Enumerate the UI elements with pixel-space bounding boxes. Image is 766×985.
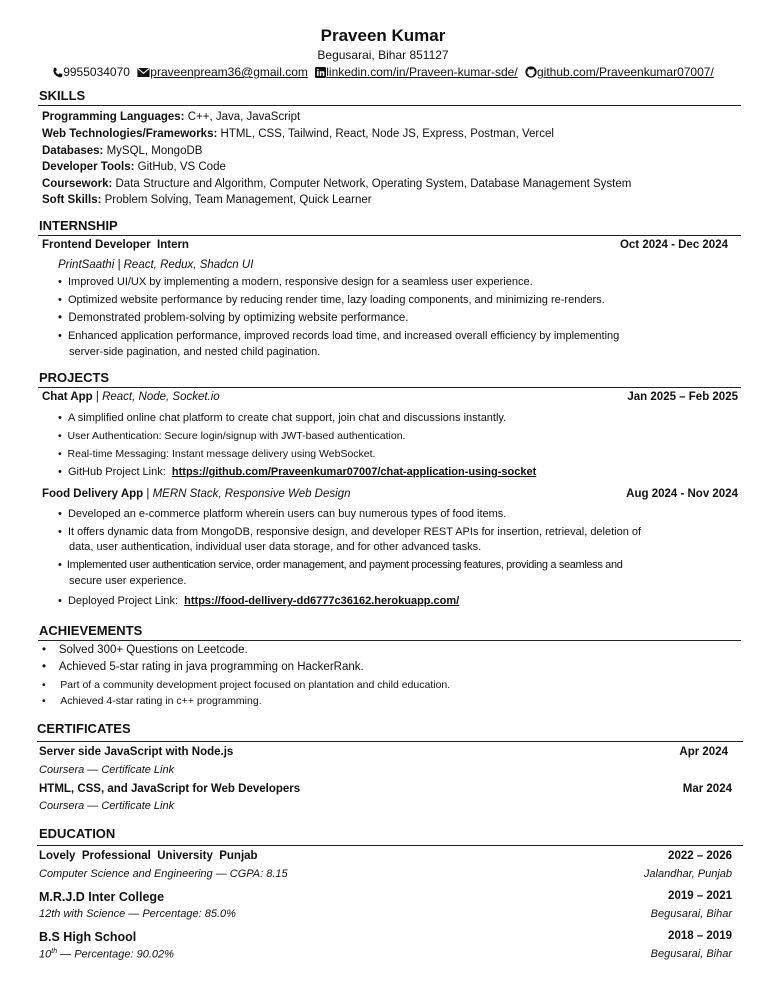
school-detail: Computer Science and Engineering — CGPA: 8.15 bbox=[39, 868, 288, 880]
list-item: • Optimized website performance by reducing render time, lazy loading components, and minimizing re-renders. bbox=[58, 294, 605, 306]
list-item: • Improved UI/UX by implementing a modern, responsive design for a seamless user experience. bbox=[58, 276, 533, 288]
email-contact[interactable] bbox=[137, 65, 311, 79]
phone-contact[interactable] bbox=[52, 65, 133, 79]
list-item: • It offers dynamic data from MongoDB, responsive design, and developer REST APIs for insertion, retrieval, deletion of bbox=[58, 526, 642, 538]
internship-company: PrintSaathi | React, Redux, Shadcn UI bbox=[58, 259, 254, 271]
school-name: B.S High School bbox=[39, 930, 137, 944]
internship-rule bbox=[38, 235, 741, 236]
certificates-heading: CERTIFICATES bbox=[37, 721, 131, 736]
list-item: • Enhanced application performance, improved records load time, and increased overall efficiency by implementing bbox=[58, 330, 620, 342]
certificate-source[interactable]: Coursera — Certificate Link bbox=[39, 764, 175, 776]
internship-role: Frontend Developer Intern bbox=[42, 239, 189, 251]
school-name: M.R.J.D Inter College bbox=[39, 890, 165, 904]
linkedin-link[interactable]: linkedin.com/in/Praveen-kumar-sde/ bbox=[326, 65, 518, 79]
internship-heading: INTERNSHIP bbox=[39, 218, 118, 233]
address: Begusarai, Bihar 851127 bbox=[317, 48, 449, 62]
skill-row: Web Technologies/Frameworks: HTML, CSS, Tailwind, React, Node JS, Express, Postman, Vercel bbox=[42, 128, 554, 140]
list-item: • Part of a community development project focused on plantation and child education. bbox=[42, 679, 451, 691]
list-item: • GitHub Project Link: https://github.com/Praveenkumar07007/chat-application-using-socket bbox=[58, 466, 537, 478]
github-link[interactable]: github.com/Praveenkumar07007/ bbox=[537, 65, 714, 79]
school-detail: 10th — Percentage: 90.02% bbox=[39, 948, 174, 961]
chat-app-dates: Jan 2025 – Feb 2025 bbox=[627, 391, 738, 403]
email-link[interactable]: praveenpream36@gmail.com bbox=[150, 65, 308, 79]
achievements-rule bbox=[38, 640, 741, 641]
list-item-continued: secure user experience. bbox=[69, 575, 187, 587]
deployed-project-link[interactable]: https://food-dellivery-dd6777c36162.herokuapp.com/ bbox=[184, 595, 460, 607]
linkedin-icon bbox=[315, 67, 326, 78]
certificate-date: Mar 2024 bbox=[682, 783, 732, 795]
github-contact[interactable] bbox=[525, 65, 714, 79]
skill-row: Coursework: Data Structure and Algorithm, Computer Network, Operating System, Database Management System bbox=[42, 178, 632, 190]
skills-rule bbox=[38, 105, 741, 106]
envelope-icon bbox=[137, 67, 150, 78]
list-item-continued: data, user authentication, individual user data storage, and for other advanced tasks. bbox=[69, 541, 482, 553]
school-years: 2018 – 2019 bbox=[668, 930, 732, 942]
food-app-title: Food Delivery App | MERN Stack, Responsive Web Design bbox=[42, 488, 351, 500]
school-name: Lovely Professional University Punjab bbox=[39, 850, 258, 862]
skill-row: Programming Languages: C++, Java, JavaScript bbox=[42, 111, 301, 123]
list-item: • Developed an e-commerce platform wherein users can buy numerous types of food items. bbox=[58, 508, 507, 520]
school-years: 2022 – 2026 bbox=[668, 850, 732, 862]
education-heading: EDUCATION bbox=[39, 826, 116, 841]
skill-row: Developer Tools: GitHub, VS Code bbox=[42, 161, 226, 173]
school-place: Begusarai, Bihar bbox=[650, 908, 732, 920]
github-project-link[interactable]: https://github.com/Praveenkumar07007/chat-application-using-socket bbox=[171, 466, 537, 478]
skill-row: Databases: MySQL, MongoDB bbox=[42, 145, 203, 157]
list-item: • Deployed Project Link: https://food-dellivery-dd6777c36162.herokuapp.com/ bbox=[58, 595, 460, 607]
list-item: • Real-time Messaging: Instant message delivery using WebSocket. bbox=[58, 448, 376, 460]
list-item: • Implemented user authentication service, order management, and payment processing features, providing a seamless and bbox=[58, 559, 623, 571]
list-item: • Demonstrated problem-solving by optimizing website performance. bbox=[58, 312, 409, 324]
school-detail: 12th with Science — Percentage: 85.0% bbox=[39, 908, 236, 920]
list-item: • A simplified online chat platform to create chat support, join chat and discussions instantly. bbox=[58, 412, 507, 424]
school-place: Begusarai, Bihar bbox=[650, 948, 732, 960]
achievements-heading: ACHIEVEMENTS bbox=[39, 623, 143, 638]
list-item: • Achieved 5-star rating in java programming on HackerRank. bbox=[42, 661, 364, 673]
certificate-source[interactable]: Coursera — Certificate Link bbox=[39, 800, 175, 812]
skill-row: Soft Skills: Problem Solving, Team Management, Quick Learner bbox=[42, 194, 372, 206]
contact-line bbox=[0, 65, 766, 79]
phone-icon bbox=[52, 67, 63, 78]
list-item: • Achieved 4-star rating in c++ programming. bbox=[42, 695, 262, 707]
linkedin-contact[interactable] bbox=[315, 65, 521, 79]
food-app-dates: Aug 2024 - Nov 2024 bbox=[626, 488, 738, 500]
list-item-continued: server-side pagination, and nested child pagination. bbox=[69, 346, 321, 358]
github-icon bbox=[525, 66, 537, 78]
list-item: • User Authentication: Secure login/signup with JWT-based authentication. bbox=[58, 430, 406, 442]
certificates-rule bbox=[37, 741, 743, 742]
school-years: 2019 – 2021 bbox=[668, 890, 732, 902]
phone-text: 9955034070 bbox=[63, 65, 130, 79]
chat-app-title: Chat App | React, Node, Socket.io bbox=[42, 391, 220, 403]
projects-rule bbox=[38, 387, 741, 388]
candidate-name: Praveen Kumar bbox=[320, 26, 446, 45]
school-place: Jalandhar, Punjab bbox=[643, 868, 732, 880]
certificate-name: HTML, CSS, and JavaScript for Web Developers bbox=[39, 783, 301, 795]
projects-heading: PROJECTS bbox=[39, 370, 110, 385]
certificate-name: Server side JavaScript with Node.js bbox=[39, 746, 234, 758]
internship-dates: Oct 2024 - Dec 2024 bbox=[619, 239, 728, 251]
certificate-date: Apr 2024 bbox=[679, 746, 728, 758]
education-rule bbox=[37, 845, 743, 846]
list-item: • Solved 300+ Questions on Leetcode. bbox=[42, 644, 248, 656]
skills-heading: SKILLS bbox=[39, 88, 86, 103]
